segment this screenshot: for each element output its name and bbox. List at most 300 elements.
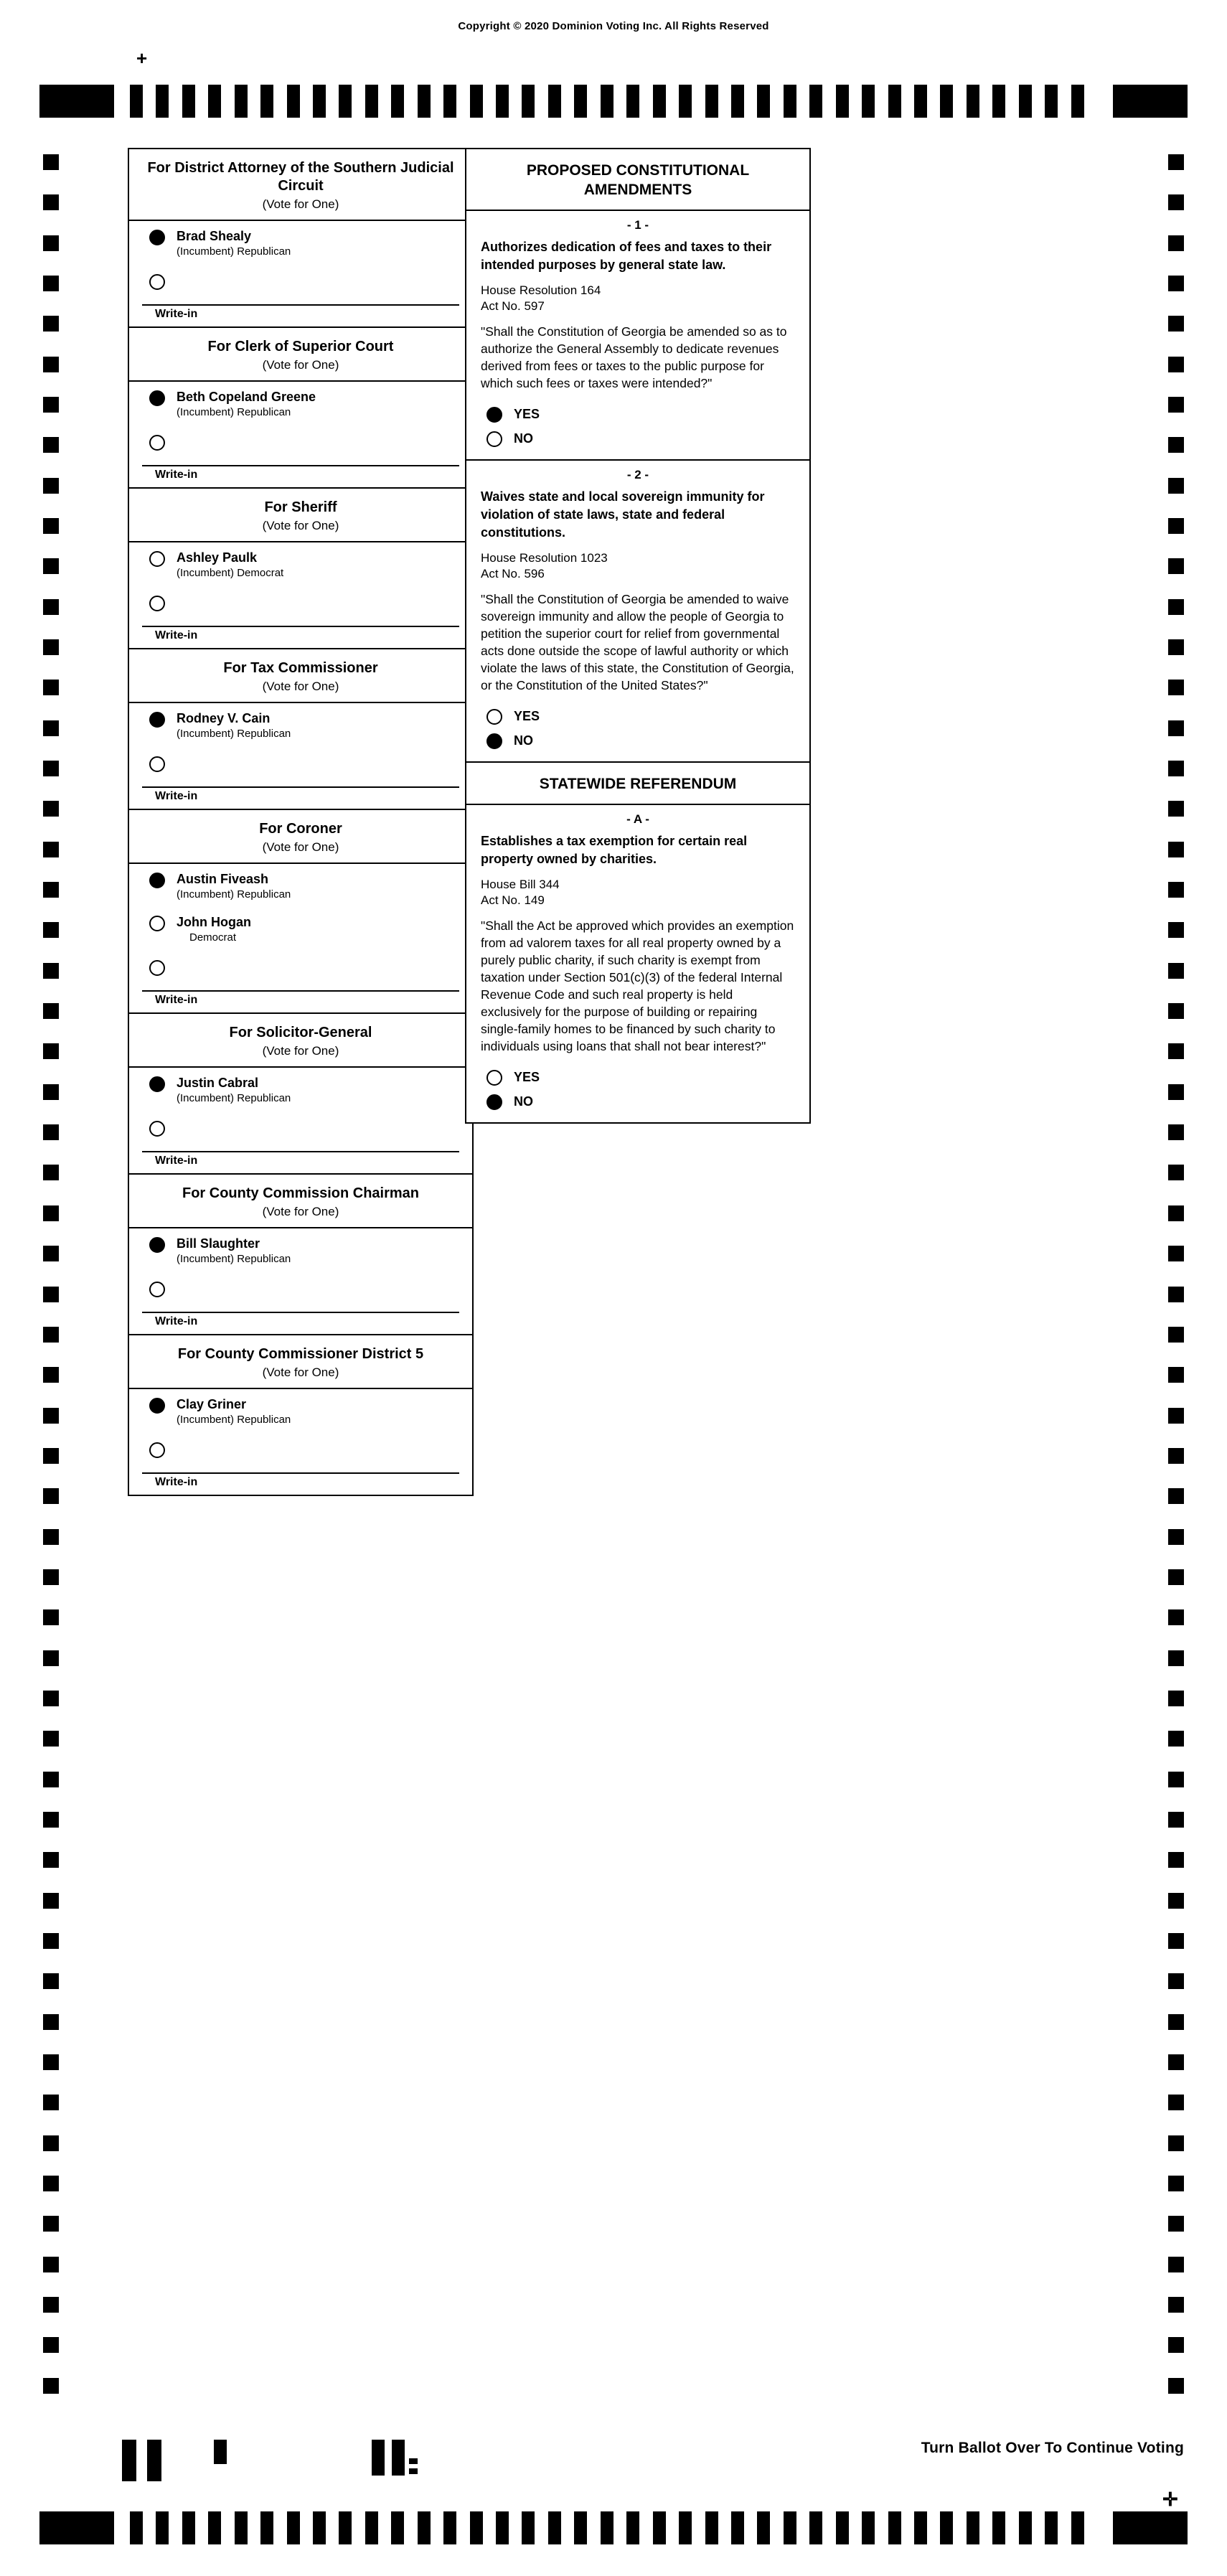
ballot-column-left [128,148,474,1496]
contest [128,1012,474,1175]
vote-for-instruction: (Vote for One) [262,680,339,693]
timing-mark [418,85,431,118]
timing-mark [1168,194,1184,210]
timing-mark [43,1448,59,1464]
timing-mark [1168,397,1184,413]
write-in-option[interactable] [129,1432,472,1467]
write-in-option[interactable] [129,950,472,984]
timing-mark [1168,1246,1184,1261]
vote-oval[interactable] [149,1282,165,1297]
vote-for-instruction: (Vote for One) [262,358,339,372]
vote-oval[interactable] [149,1398,165,1414]
write-in-option[interactable] [129,1271,472,1306]
timing-mark [757,2511,770,2544]
timing-mark [43,2014,59,2030]
question-option-label: NO [514,431,533,446]
timing-mark [1168,2176,1184,2191]
candidate-option[interactable] [129,1228,472,1271]
timing-mark [43,1165,59,1180]
timing-mark [1019,2511,1032,2544]
vote-oval[interactable] [149,596,165,611]
timing-mark [313,85,326,118]
timing-mark [1168,154,1184,170]
timing-mark [1168,2014,1184,2030]
timing-mark [1168,2135,1184,2151]
timing-mark [1168,720,1184,736]
candidate-name: Justin Cabral [177,1076,259,1090]
timing-mark [914,85,927,118]
timing-mark [967,85,979,118]
timing-mark [1168,1124,1184,1140]
timing-mark [601,2511,614,2544]
question-reference: House Bill 344 Act No. 149 [481,878,560,907]
contest-title: For Solicitor-General [229,1025,372,1040]
timing-mark [1168,1893,1184,1909]
timing-mark [208,2511,221,2544]
timing-mark-extra-5 [392,2440,405,2476]
vote-oval[interactable] [149,230,165,245]
question-option[interactable] [466,426,809,451]
timing-mark [1168,1488,1184,1504]
question-number: - 1 - [626,218,649,232]
timing-mark [43,1043,59,1059]
timing-mark [522,2511,535,2544]
timing-mark [522,85,535,118]
timing-mark [784,85,796,118]
timing-mark-extra-2 [147,2440,161,2481]
question-summary: Authorizes dedication of fees and taxes to their intended purposes by general state law. [481,240,772,272]
timing-mark [731,85,744,118]
vote-oval[interactable] [149,1442,165,1458]
timing-mark [43,1529,59,1545]
candidate-party: (Incumbent) Republican [177,245,291,258]
timing-mark [43,1691,59,1706]
timing-mark [1168,1408,1184,1424]
vote-oval[interactable] [486,1070,502,1086]
timing-mark [43,963,59,979]
copyright-notice: Copyright © 2020 Dominion Voting Inc. All Rights Reserved [458,20,769,32]
vote-oval[interactable] [149,756,165,772]
timing-mark [43,276,59,291]
candidate-party: (Incumbent) Republican [177,1253,291,1265]
timing-mark [888,2511,901,2544]
question-reference: House Resolution 164 Act No. 597 [481,283,601,313]
timing-mark [43,478,59,494]
vote-oval[interactable] [149,1237,165,1253]
timing-mark [1168,1933,1184,1949]
timing-mark [1168,1287,1184,1302]
timing-mark [287,2511,300,2544]
write-in-option[interactable] [129,425,472,459]
candidate-option[interactable] [129,907,472,950]
timing-mark [1168,316,1184,332]
candidate-option[interactable] [129,703,472,746]
timing-mark [43,2176,59,2191]
timing-mark [43,1893,59,1909]
timing-mark [156,2511,169,2544]
question-text: "Shall the Constitution of Georgia be amended so as to authorize the General Assembly to dedicate revenues derived from fees or taxes to the public purpose for which such fees or taxes were intended?" [481,324,787,390]
timing-mark [43,1569,59,1585]
question-text: "Shall the Act be approved which provides an exemption from ad valorem taxes for all real property owned by a purely public charity, if such charity is exempt from taxation under Section 501(c)(3) of the federal Internal Revenue Code and such real property is held exclusively for the purpose of building or repairing single-family homes to be financed by such charity to individuals using loans that shall not bear interest?" [481,918,794,1053]
timing-mark [496,2511,509,2544]
timing-mark [156,85,169,118]
timing-mark [443,85,456,118]
candidate-name: Beth Copeland Greene [177,390,316,404]
timing-mark [130,2511,143,2544]
timing-mark [1168,1043,1184,1059]
candidate-party: (Incumbent) Republican [177,406,291,418]
candidate-option[interactable] [129,1389,472,1432]
timing-mark [1168,963,1184,979]
ballot-column-right [465,148,811,1124]
candidate-name: Bill Slaughter [177,1236,260,1251]
timing-mark [679,85,692,118]
candidate-option[interactable] [129,382,472,425]
timing-mark [1168,1812,1184,1828]
question-option-label: YES [514,709,540,723]
question-option-label: NO [514,1094,533,1109]
timing-mark-extra-1 [122,2440,136,2481]
timing-mark [1168,1691,1184,1706]
write-in-label: Write-in [155,629,198,641]
timing-mark [43,357,59,372]
write-in-label: Write-in [155,1155,198,1167]
timing-mark [339,85,352,118]
timing-mark [1168,1731,1184,1747]
timing-mark [914,2511,927,2544]
timing-mark [418,2511,431,2544]
timing-mark [1168,518,1184,534]
write-in-option[interactable] [129,1111,472,1145]
timing-mark [43,558,59,574]
timing-mark [43,680,59,695]
timing-mark [836,2511,849,2544]
timing-mark-extra-3 [214,2440,227,2464]
vote-oval[interactable] [149,1121,165,1137]
timing-mark [43,1003,59,1019]
timing-marks-bottom [39,2511,1188,2544]
timing-mark [443,2511,456,2544]
contest [128,648,474,810]
timing-mark [1019,85,1032,118]
timing-mark [1168,1003,1184,1019]
question-option-label: NO [514,733,533,748]
timing-mark [626,85,639,118]
timing-mark [1168,1973,1184,1989]
timing-mark [1168,1367,1184,1383]
timing-mark [43,599,59,615]
timing-mark-extra-6 [409,2458,418,2464]
contest [128,487,474,649]
timing-mark [1168,357,1184,372]
timing-mark [601,85,614,118]
timing-mark [1168,558,1184,574]
timing-mark [182,2511,195,2544]
candidate-option[interactable] [129,864,472,907]
write-in-label: Write-in [155,1315,198,1327]
timing-mark [1168,1569,1184,1585]
candidate-name: Brad Shealy [177,229,252,243]
timing-mark [1168,922,1184,938]
timing-mark [43,1205,59,1221]
timing-mark [757,85,770,118]
timing-mark [784,2511,796,2544]
question-number: - A - [626,812,649,826]
turn-ballot-over-text: Turn Ballot Over To Continue Voting [921,2440,1184,2456]
candidate-name: Clay Griner [177,1397,247,1411]
candidate-option[interactable] [129,542,472,586]
vote-oval[interactable] [149,274,165,290]
contest-title: For County Commissioner District 5 [177,1346,424,1362]
timing-mark [260,85,273,118]
timing-mark [836,85,849,118]
candidate-option[interactable] [129,1068,472,1111]
timing-mark [43,1408,59,1424]
timing-mark [653,2511,666,2544]
vote-oval[interactable] [149,873,165,888]
vote-for-instruction: (Vote for One) [262,1044,339,1058]
vote-for-instruction: (Vote for One) [262,197,339,211]
vote-oval[interactable] [149,960,165,976]
question-option[interactable] [466,402,809,426]
timing-mark [1168,1772,1184,1787]
timing-mark [43,1812,59,1828]
timing-mark [992,2511,1005,2544]
timing-mark [1168,235,1184,251]
timing-mark [43,639,59,655]
timing-mark [1045,85,1058,118]
timing-mark [1168,2297,1184,2313]
candidate-party: (Incumbent) Democrat [177,567,284,579]
question-option-label: YES [514,407,540,421]
timing-mark [39,2511,114,2544]
timing-mark [1168,1650,1184,1666]
timing-mark [43,1973,59,1989]
timing-mark [967,2511,979,2544]
timing-mark [43,1609,59,1625]
candidate-party: (Incumbent) Republican [177,888,291,901]
timing-mark [43,882,59,898]
timing-mark [1168,1165,1184,1180]
vote-oval[interactable] [486,407,502,423]
timing-mark [43,1488,59,1504]
timing-mark [1168,599,1184,615]
timing-mark [43,720,59,736]
timing-mark [653,85,666,118]
candidate-party: (Incumbent) Republican [177,1092,291,1104]
timing-mark [496,85,509,118]
timing-mark [1168,2054,1184,2070]
vote-oval[interactable] [149,435,165,451]
question-options [466,1062,809,1122]
timing-mark [43,1246,59,1261]
registration-plus-icon: + [136,47,148,69]
timing-mark [43,437,59,453]
timing-mark [43,1327,59,1343]
timing-mark [43,194,59,210]
timing-mark [705,2511,718,2544]
write-in-label: Write-in [155,790,198,802]
contest [128,1334,474,1496]
question-reference: House Resolution 1023 Act No. 596 [481,551,608,580]
question-option[interactable] [466,728,809,753]
timing-mark [548,85,561,118]
timing-mark [43,1124,59,1140]
timing-mark [43,397,59,413]
contest [128,809,474,1014]
timing-mark [43,154,59,170]
timing-mark [43,1772,59,1787]
timing-mark [1071,85,1084,118]
timing-mark [43,2216,59,2232]
timing-mark [391,2511,404,2544]
timing-mark [705,85,718,118]
timing-mark [208,85,221,118]
timing-mark [43,316,59,332]
vote-oval[interactable] [486,1094,502,1110]
question-option-label: YES [514,1070,540,1084]
contest-title: For Clerk of Superior Court [207,339,394,354]
write-in-label: Write-in [155,1476,198,1488]
timing-mark-extra-4 [372,2440,385,2476]
timing-mark [43,518,59,534]
timing-mark [1168,2095,1184,2110]
proposed-amendments-header: PROPOSED CONSTITUTIONAL AMENDMENTS [526,162,750,198]
write-in-option[interactable] [129,264,472,299]
vote-for-instruction: (Vote for One) [262,1365,339,1379]
candidate-name: Ashley Paulk [177,550,258,565]
statewide-referendum-header: STATEWIDE REFERENDUM [539,776,737,792]
timing-mark [1168,276,1184,291]
timing-mark [1168,1327,1184,1343]
question-option[interactable] [466,1089,809,1114]
timing-mark [1168,1084,1184,1100]
timing-mark [43,2135,59,2151]
timing-mark [43,761,59,776]
timing-mark [43,2257,59,2272]
timing-mark [130,85,143,118]
vote-oval[interactable] [149,916,165,931]
timing-mark [888,85,901,118]
timing-mark [365,2511,378,2544]
timing-mark [1168,1205,1184,1221]
timing-mark [862,2511,875,2544]
vote-for-instruction: (Vote for One) [262,840,339,854]
timing-mark [626,2511,639,2544]
timing-mark [43,2095,59,2110]
timing-mark [1168,801,1184,817]
candidate-option[interactable] [129,221,472,264]
write-in-label: Write-in [155,994,198,1006]
vote-oval[interactable] [149,551,165,567]
timing-mark [1113,2511,1188,2544]
timing-mark [1168,639,1184,655]
timing-mark [43,2337,59,2353]
timing-mark [992,85,1005,118]
timing-mark [43,2297,59,2313]
timing-mark [1168,882,1184,898]
timing-mark [43,235,59,251]
proposed-amendments-section [465,148,811,763]
timing-mark [1168,2378,1184,2394]
vote-oval[interactable] [486,733,502,749]
question-options [466,701,809,761]
timing-mark [1168,2257,1184,2272]
timing-mark [43,1852,59,1868]
question-number: - 2 - [626,468,649,481]
timing-mark [313,2511,326,2544]
timing-mark [574,2511,587,2544]
vote-oval[interactable] [149,390,165,406]
timing-mark [339,2511,352,2544]
timing-mark [940,2511,953,2544]
vote-for-instruction: (Vote for One) [262,519,339,532]
timing-mark [43,1287,59,1302]
timing-mark [862,85,875,118]
candidate-name: Rodney V. Cain [177,711,271,725]
timing-mark [1045,2511,1058,2544]
write-in-label: Write-in [155,469,198,481]
timing-mark [731,2511,744,2544]
vote-oval[interactable] [486,431,502,447]
contest [128,148,474,328]
contest [128,1173,474,1335]
candidate-name: John Hogan [177,915,251,929]
timing-mark [470,85,483,118]
timing-mark [574,85,587,118]
contest-title: For County Commission Chairman [182,1185,420,1201]
question-option[interactable] [466,1065,809,1089]
timing-mark [43,1731,59,1747]
timing-mark [809,2511,822,2544]
timing-mark [1168,437,1184,453]
write-in-label: Write-in [155,308,198,320]
vote-oval[interactable] [149,1076,165,1092]
timing-mark [1168,2337,1184,2353]
timing-mark [1168,478,1184,494]
timing-mark [43,2054,59,2070]
timing-mark [1168,1529,1184,1545]
timing-mark [1168,761,1184,776]
timing-mark [260,2511,273,2544]
timing-mark [235,2511,248,2544]
timing-mark [235,85,248,118]
timing-mark [43,922,59,938]
timing-mark [1168,842,1184,857]
question-option[interactable] [466,704,809,728]
timing-marks-top [39,85,1188,118]
timing-mark [940,85,953,118]
timing-mark [287,85,300,118]
timing-mark [182,85,195,118]
timing-mark [43,2378,59,2394]
timing-mark [365,85,378,118]
write-in-option[interactable] [129,586,472,620]
vote-oval[interactable] [486,709,502,725]
vote-oval[interactable] [149,712,165,728]
timing-mark [1168,1609,1184,1625]
question-options [466,399,809,459]
timing-mark [43,801,59,817]
contest [128,326,474,489]
vote-for-instruction: (Vote for One) [262,1205,339,1218]
timing-mark [1168,680,1184,695]
timing-mark [1168,1448,1184,1464]
timing-mark [43,1084,59,1100]
timing-mark [43,1933,59,1949]
contest-title: For Sheriff [264,499,337,515]
write-in-option[interactable] [129,746,472,781]
